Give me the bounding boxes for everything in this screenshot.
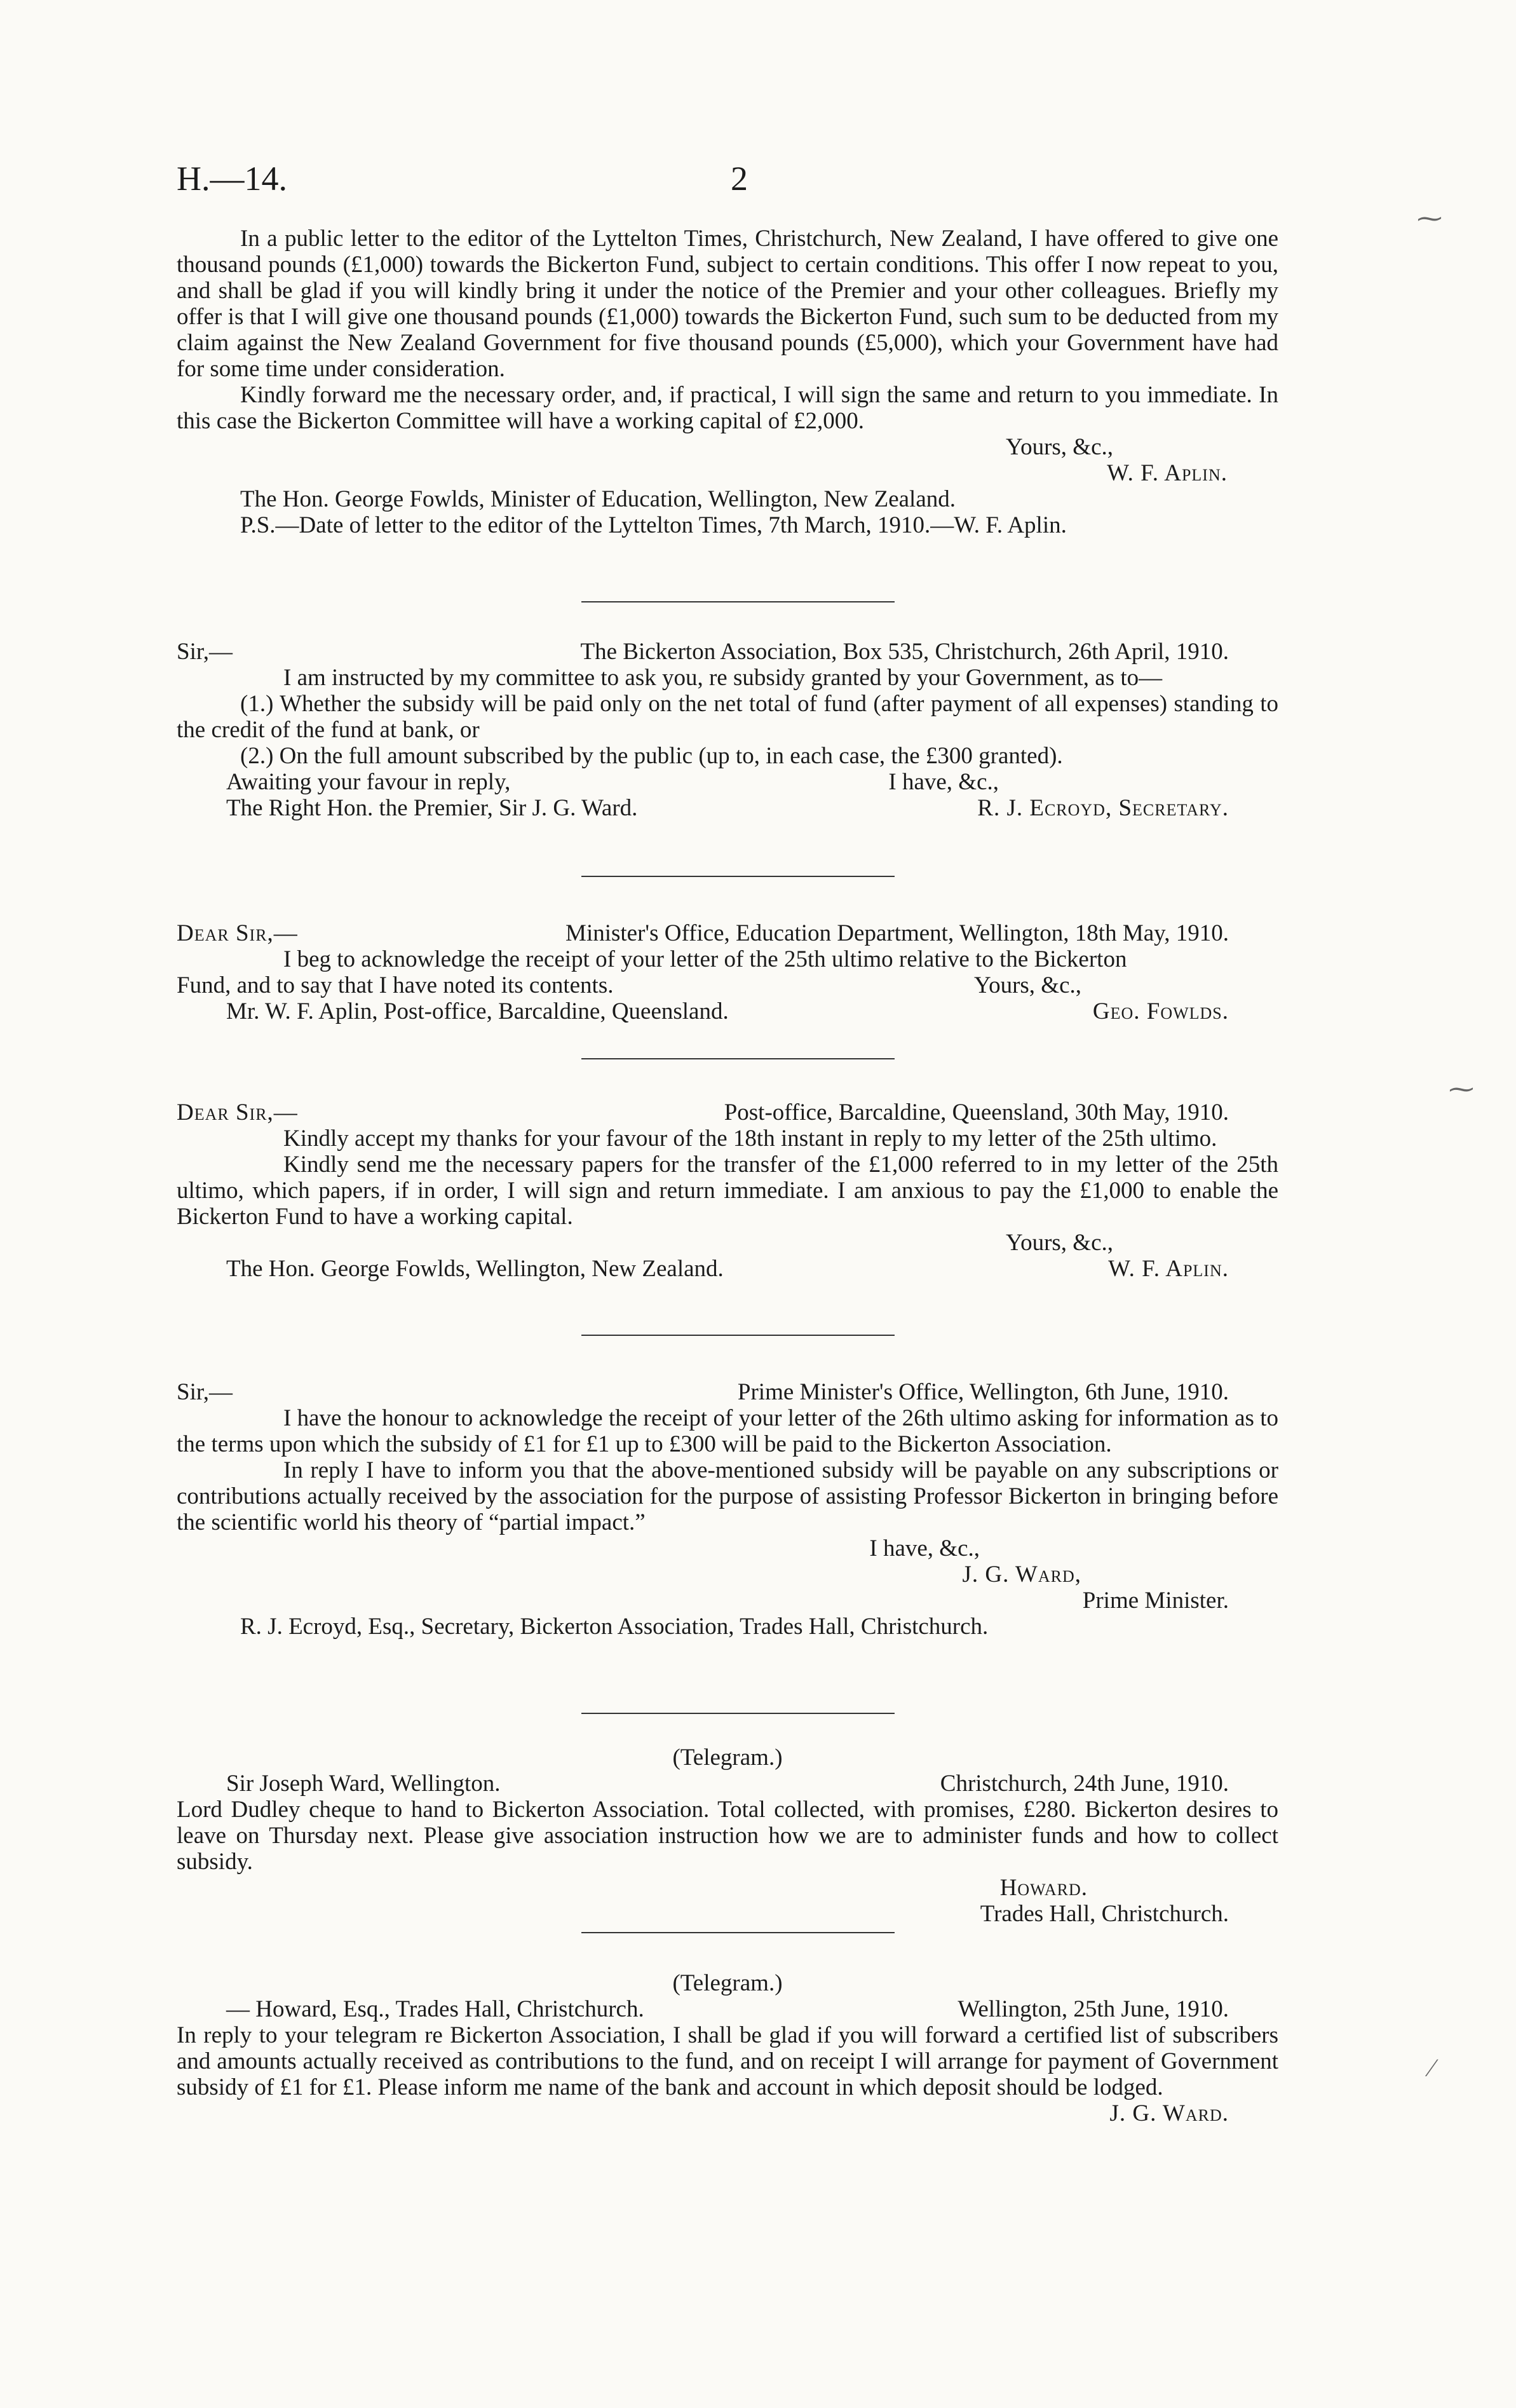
scan-mark: ⁓ (1417, 204, 1442, 233)
telegram-signature: J. G. Ward. (1109, 2100, 1229, 2126)
telegram-heading: (Telegram.) (672, 1970, 783, 1996)
letter-closing: Yours, &c., (1006, 1230, 1113, 1256)
document-reference: H.—14. (177, 160, 287, 198)
page-number: 2 (731, 160, 748, 198)
telegram-signature-address: Trades Hall, Christchurch. (980, 1901, 1229, 1927)
letter-dateline: Minister's Office, Education Department, Wellington, 18th May, 1910. (565, 920, 1229, 946)
letter-salutation: Sir,— (177, 1379, 233, 1405)
letter-paragraph: Kindly forward me the necessary order, and, if practical, I will sign the same and return to you immediate. In this case the Bickerton Committee will have a working capital of £2,000. (177, 382, 1278, 434)
letter-list-item: (2.) On the full amount subscribed by the public (up to, in each case, the £300 granted). (240, 743, 1063, 769)
letter-closing: Yours, &c., (1006, 434, 1113, 460)
letter-paragraph: I am instructed by my committee to ask you, re subsidy granted by your Government, as to— (283, 665, 1163, 691)
letter-signature: Geo. Fowlds. (1092, 998, 1229, 1024)
letter-addressee: The Right Hon. the Premier, Sir J. G. Ward. (226, 795, 638, 821)
letter-dateline: Post-office, Barcaldine, Queensland, 30th May, 1910. (724, 1099, 1229, 1126)
letter-signature: J. G. Ward, (962, 1561, 1081, 1588)
letter-dateline: Prime Minister's Office, Wellington, 6th June, 1910. (737, 1379, 1229, 1405)
letter-closing: Yours, &c., (974, 972, 1081, 998)
letter-aplin-to-fowlds-2 (177, 1099, 1278, 1282)
letter-salutation: Sir,— (177, 639, 233, 665)
letter-closing: I have, &c., (869, 1535, 980, 1561)
letter-signature: W. F. Aplin. (1108, 1256, 1229, 1282)
letter-salutation: Dear Sir,— (177, 1099, 298, 1126)
telegram-body: Lord Dudley cheque to hand to Bickerton Association. Total collected, with promises, £280. Bickerton desires to leave on Thursday next. Please give association instruction how we are to administer funds and how to collect subsidy. (177, 1797, 1278, 1875)
letter-paragraph: I beg to acknowledge the receipt of your letter of the 25th ultimo relative to the Bickerton (283, 946, 1127, 972)
telegram-signature: Howard. (999, 1875, 1088, 1901)
section-divider (581, 601, 895, 602)
letter-signature: R. J. Ecroyd, Secretary. (977, 795, 1229, 821)
telegram-heading: (Telegram.) (672, 1745, 783, 1771)
letter-ecroyd-to-premier (177, 639, 1278, 821)
telegram-howard-to-ward (177, 1745, 1278, 1927)
letter-addressee: Mr. W. F. Aplin, Post-office, Barcaldine, Queensland. (226, 998, 729, 1024)
telegram-dateline: Wellington, 25th June, 1910. (958, 1996, 1229, 2022)
section-divider (581, 1713, 895, 1714)
letter-paragraph: In a public letter to the editor of the Lyttelton Times, Christchurch, New Zealand, I have offered to give one thousand pounds (£1,000) towards the Bickerton Fund, subject to certain conditions. This offer I now repeat to you, and shall be glad if you will kindly bring it under the notice of the Premier and your other colleagues. Briefly my offer is that I will give one thousand pounds (£1,000) towards the Bickerton Fund, such sum to be deducted from my claim against the New Zealand Government for five thousand pounds (£5,000), which your Government have had for some time under consideration. (177, 226, 1278, 382)
letter-paragraph: Kindly send me the necessary papers for the transfer of the £1,000 referred to in my letter of the 25th ultimo, which papers, if in order, I will sign and return immediate. I am anxious to pay the £1,000 to enable the Bickerton Fund to have a working capital. (177, 1152, 1278, 1230)
telegram-recipient: — Howard, Esq., Trades Hall, Christchurch. (226, 1996, 644, 2022)
section-divider (581, 1058, 895, 1059)
telegram-ward-to-howard (177, 1970, 1278, 2126)
section-divider (581, 876, 895, 877)
letter-postscript: P.S.—Date of letter to the editor of the Lyttelton Times, 7th March, 1910.—W. F. Aplin. (240, 512, 1067, 538)
scan-mark: ⁄ (1430, 2053, 1434, 2082)
letter-list-item: (1.) Whether the subsidy will be paid only on the net total of fund (after payment of all expenses) standing to the credit of the fund at bank, or (177, 691, 1278, 743)
letter-aplin-to-fowlds (177, 226, 1278, 538)
letter-fowlds-to-aplin (177, 920, 1278, 1024)
letter-paragraph: In reply I have to inform you that the above-mentioned subsidy will be payable on any subscriptions or contributions actually received by the association for the purpose of assisting Professor Bickerton in bringing before the scientific world his theory of “partial impact.” (177, 1457, 1278, 1535)
letter-addressee: The Hon. George Fowlds, Wellington, New Zealand. (226, 1256, 724, 1282)
letter-paragraph-end: Fund, and to say that I have noted its contents. (177, 972, 614, 998)
letter-salutation: Dear Sir,— (177, 920, 298, 946)
telegram-recipient: Sir Joseph Ward, Wellington. (226, 1771, 501, 1797)
section-divider (581, 1932, 895, 1933)
letter-paragraph: I have the honour to acknowledge the receipt of your letter of the 26th ultimo asking for information as to the terms upon which the subsidy of £1 for £1 up to £300 will be paid to the Bickerton Association. (177, 1405, 1278, 1457)
telegram-dateline: Christchurch, 24th June, 1910. (940, 1771, 1229, 1797)
letter-closing: I have, &c., (888, 769, 999, 795)
letter-dateline: The Bickerton Association, Box 535, Christchurch, 26th April, 1910. (580, 639, 1229, 665)
letter-addressee: The Hon. George Fowlds, Minister of Education, Wellington, New Zealand. (240, 486, 956, 512)
letter-signature-title: Prime Minister. (1082, 1588, 1229, 1614)
letter-closing-line: Awaiting your favour in reply, (226, 769, 511, 795)
letter-ward-to-ecroyd (177, 1379, 1278, 1640)
letter-addressee: R. J. Ecroyd, Esq., Secretary, Bickerton Association, Trades Hall, Christchurch. (240, 1614, 989, 1640)
telegram-body: In reply to your telegram re Bickerton Association, I shall be glad if you will forward a certified list of subscribers and amounts actually received as contributions to the fund, and on receipt I will arrange for payment of Government subsidy of £1 for £1. Please inform me name of the bank and account in which deposit should be lodged. (177, 2022, 1278, 2100)
letter-signature: W. F. Aplin. (1107, 460, 1228, 486)
scan-mark: ⁓ (1449, 1075, 1474, 1103)
letter-paragraph: Kindly accept my thanks for your favour of the 18th instant in reply to my letter of the 25th ultimo. (283, 1126, 1217, 1152)
section-divider (581, 1335, 895, 1336)
